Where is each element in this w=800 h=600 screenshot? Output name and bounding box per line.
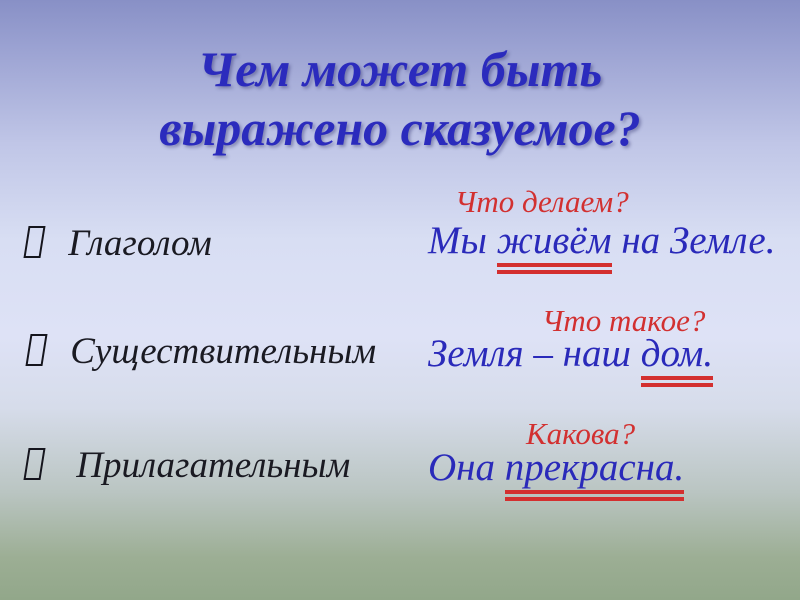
question-2: Что такое?	[542, 303, 706, 338]
sentence-text: на Земле.	[611, 219, 776, 262]
checkbox-bullet-icon	[25, 334, 47, 366]
sentence-text: Она	[428, 446, 505, 489]
example-sentence-2	[428, 332, 713, 377]
slide-title	[0, 40, 800, 158]
list-item-noun	[28, 330, 376, 373]
list-item-verb	[26, 222, 212, 265]
question-1: Что делаем?	[455, 184, 629, 219]
example-sentence-1	[428, 219, 775, 264]
list-item-label: Существительным	[70, 331, 377, 372]
checkbox-bullet-icon	[23, 448, 45, 480]
sentence-text: Мы	[428, 219, 497, 262]
list-item-label: Глаголом	[68, 223, 212, 264]
title-line-2: выражено сказуемое?	[159, 100, 641, 156]
underlined-predicate: дом.	[640, 332, 714, 375]
title-line-1: Чем может быть	[197, 41, 603, 97]
sentence-text: Земля – наш	[428, 332, 641, 375]
example-sentence-3	[428, 446, 684, 491]
checkbox-bullet-icon	[23, 226, 45, 258]
question-3: Какова?	[526, 416, 636, 451]
underlined-predicate: живём	[496, 219, 612, 262]
list-item-adjective	[26, 444, 350, 487]
list-item-label: Прилагательным	[76, 445, 351, 486]
underlined-predicate: прекрасна.	[504, 446, 685, 489]
